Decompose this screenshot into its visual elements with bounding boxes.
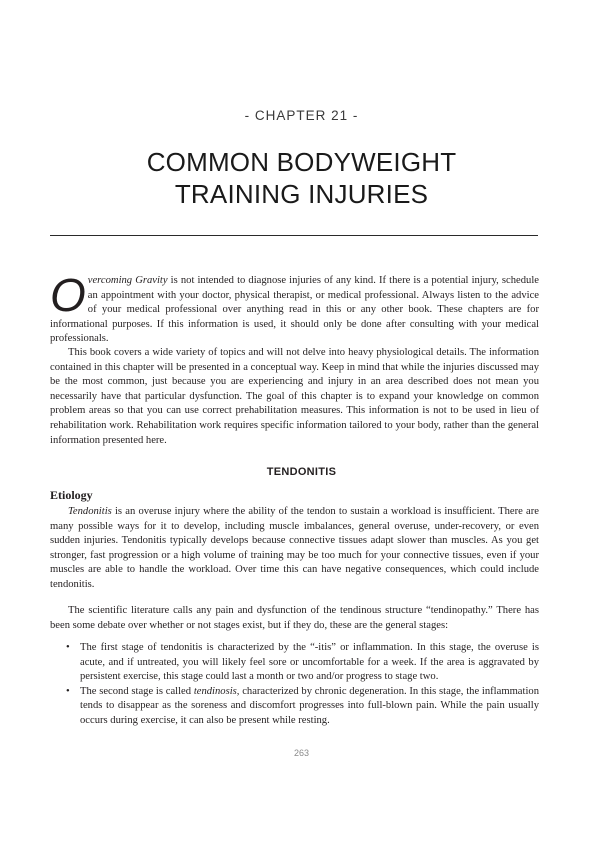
intro-text: is not intended to diagnose injuries of any kind. If there is a potential injury, schedule an appointment with your doctor, physical therapist, or medical professional. Always listen to the advice of your medical professional over anything read in this or any other book. These chapters are for informational purposes. If this information is used, it should only be done after consulting with your medical professionals.	[50, 275, 539, 345]
subsection-heading: Etiology	[50, 488, 93, 502]
chapter-title-line-2: TRAINING INJURIES	[174, 179, 429, 209]
term-tendinosis: tendinosis,	[193, 685, 240, 697]
title-divider	[50, 235, 538, 236]
list-item-text: The first stage of tendonitis is characterized by the “-itis” or inflammation. In this stage, the overuse is acute, and if untreated, you will likely feel sore or uncomfortable for a week. If the area is aggravated by persistent exercise, this stage could last a month or two and/or progress to stage two.	[80, 642, 539, 683]
paragraph-tendonitis-text: is an overuse injury where the ability of the tendon to sustain a workload is insufficient. There are many possible ways for it to develop, including muscle imbalances, general overuse, under-recovery, or even sudden injuries. Tendonitis typically develops because connective tissues adapt slower than muscles. As you get stronger, fast progression or a high volume of training may be too much for your connective tissues, even if your muscles are able to handle the workload. Over time this can have negative consequences, which could include tendonitis.	[50, 506, 539, 590]
list-item	[50, 641, 539, 685]
paragraph-stages	[50, 604, 539, 633]
bullet-marker: •	[66, 642, 70, 653]
chapter-title-line-1: COMMON BODYWEIGHT	[146, 147, 457, 177]
chapter-title	[0, 146, 603, 210]
paragraph-tendonitis	[50, 505, 539, 593]
term-tendonitis: Tendonitis	[68, 506, 112, 517]
paragraph-stages-text: The scientific literature calls any pain and dysfunction of the tendinous structure “tendinopathy.” There has been some debate over whether or not stages exist, but if they do, these are the general stages:	[50, 605, 539, 631]
stages-list	[50, 641, 539, 729]
chapter-label: - CHAPTER 21 -	[244, 108, 359, 123]
intro-paragraph	[50, 269, 539, 347]
list-item-text-before: The second stage is called	[80, 685, 194, 697]
page-number: 263	[293, 748, 310, 758]
book-title: vercoming Gravity	[87, 275, 168, 286]
paragraph-scope-text: This book covers a wide variety of topics and will not delve into heavy physiological details. The information contained in this chapter will be presented in a conceptual way. Keep in mind that while the injuries discussed may be the most common, just because you are experiencing and injury in an area described does not mean you necessarily have that particular dysfunction. The goal of this chapter is to expand your knowledge on common problem areas so that you can use correct prehabilitation measures. This information is not to be used in lieu of rehabilitation work. Rehabilitation work requires specific information tailored to your body, rather than the general information presented here.	[50, 347, 539, 446]
paragraph-scope	[50, 346, 539, 448]
list-item-text-after: characterized by chronic degeneration. In this stage, the inflammation tends to disappear as the soreness and discomfort progresses into full-blown pain. While the pain usually occurs during exercise, it can also be present while resting.	[80, 685, 539, 726]
drop-cap: O	[50, 269, 86, 321]
section-heading: TENDONITIS	[266, 466, 337, 478]
list-item	[50, 685, 539, 729]
bullet-marker: •	[66, 685, 70, 697]
